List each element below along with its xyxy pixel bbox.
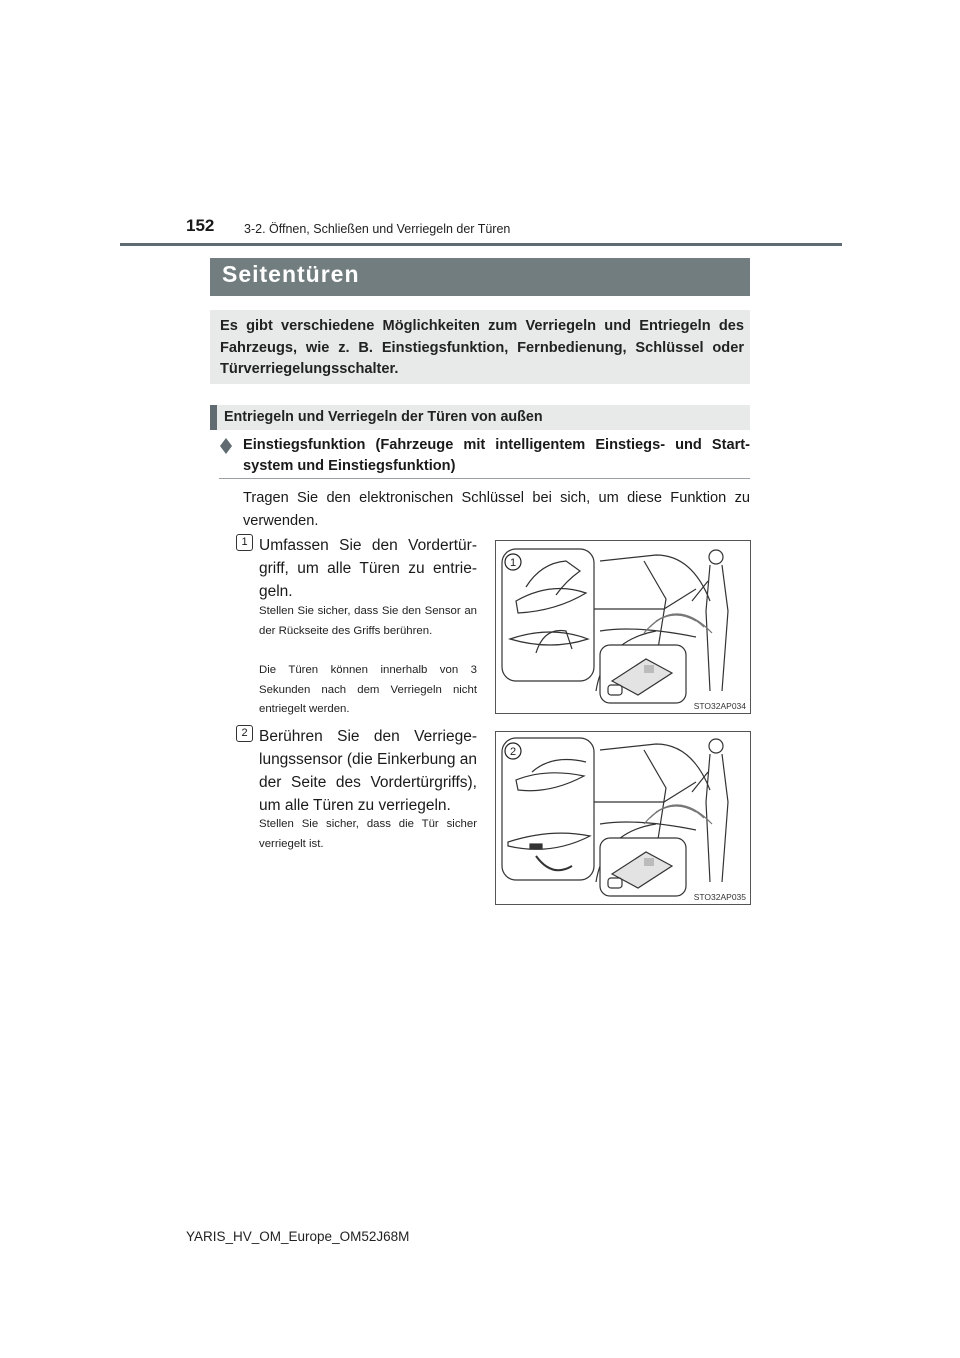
step-2-note: Stellen Sie sicher, dass die Tür sicher verriegelt ist. bbox=[259, 818, 477, 850]
svg-text:2: 2 bbox=[509, 746, 517, 758]
page-title-bar bbox=[210, 258, 750, 296]
section-breadcrumb: 3-2. Öffnen, Schließen und Verriegeln der Türen bbox=[244, 222, 511, 236]
page-number: 152 bbox=[186, 216, 215, 235]
footer-doc-id: YARIS_HV_OM_Europe_OM52J68M bbox=[186, 1229, 410, 1244]
feature-divider bbox=[219, 478, 750, 479]
step-number-2: 2 bbox=[236, 725, 253, 742]
subsection-title: Entriegeln und Verriegeln der Türen von außen bbox=[224, 409, 543, 425]
step-2-text: Berühren Sie den Verriege-lungssensor (die Einkerbung an der Seite des Vordertürgriffs), um alle Türen zu verriegeln. bbox=[259, 728, 477, 814]
unlock-illustration bbox=[496, 541, 750, 713]
figure-code: STO32AP035 bbox=[693, 892, 746, 902]
figure-code: STO32AP034 bbox=[693, 701, 746, 711]
subsection-header bbox=[210, 405, 750, 430]
subsection-marker bbox=[210, 405, 217, 430]
feature-description: Tragen Sie den elektronischen Schlüssel bei sich, um diese Funktion zu verwenden. bbox=[243, 490, 750, 529]
page-title: Seitentüren bbox=[222, 261, 360, 287]
figure-lock bbox=[495, 731, 751, 905]
intro-text: Es gibt verschiedene Möglichkeiten zum Verriegeln und Entriegeln des Fahrzeugs, wie z. B. Einstiegsfunktion, Fernbedienung, Schlüssel oder Türverriegelungsschalter. bbox=[220, 318, 744, 377]
intro-box bbox=[210, 310, 750, 384]
step-1-text: Umfassen Sie den Vordertür-griff, um alle Türen zu entrie-geln. bbox=[259, 537, 477, 600]
svg-text:1: 1 bbox=[509, 557, 517, 569]
feature-title: Einstiegsfunktion (Fahrzeuge mit intelligentem Einstiegs- und Start-system und Einstiegsfunktion) bbox=[243, 437, 750, 474]
lock-illustration bbox=[496, 732, 750, 904]
diamond-bullet-icon bbox=[219, 437, 233, 455]
step-1-note-2: Die Türen können innerhalb von 3 Sekunden nach dem Verriegeln nicht entriegelt werden. bbox=[259, 664, 477, 715]
step-number-1: 1 bbox=[236, 534, 253, 551]
step-1-note: Stellen Sie sicher, dass Sie den Sensor an der Rückseite des Griffs berühren. bbox=[259, 605, 477, 637]
header-divider bbox=[120, 243, 842, 246]
figure-unlock bbox=[495, 540, 751, 714]
